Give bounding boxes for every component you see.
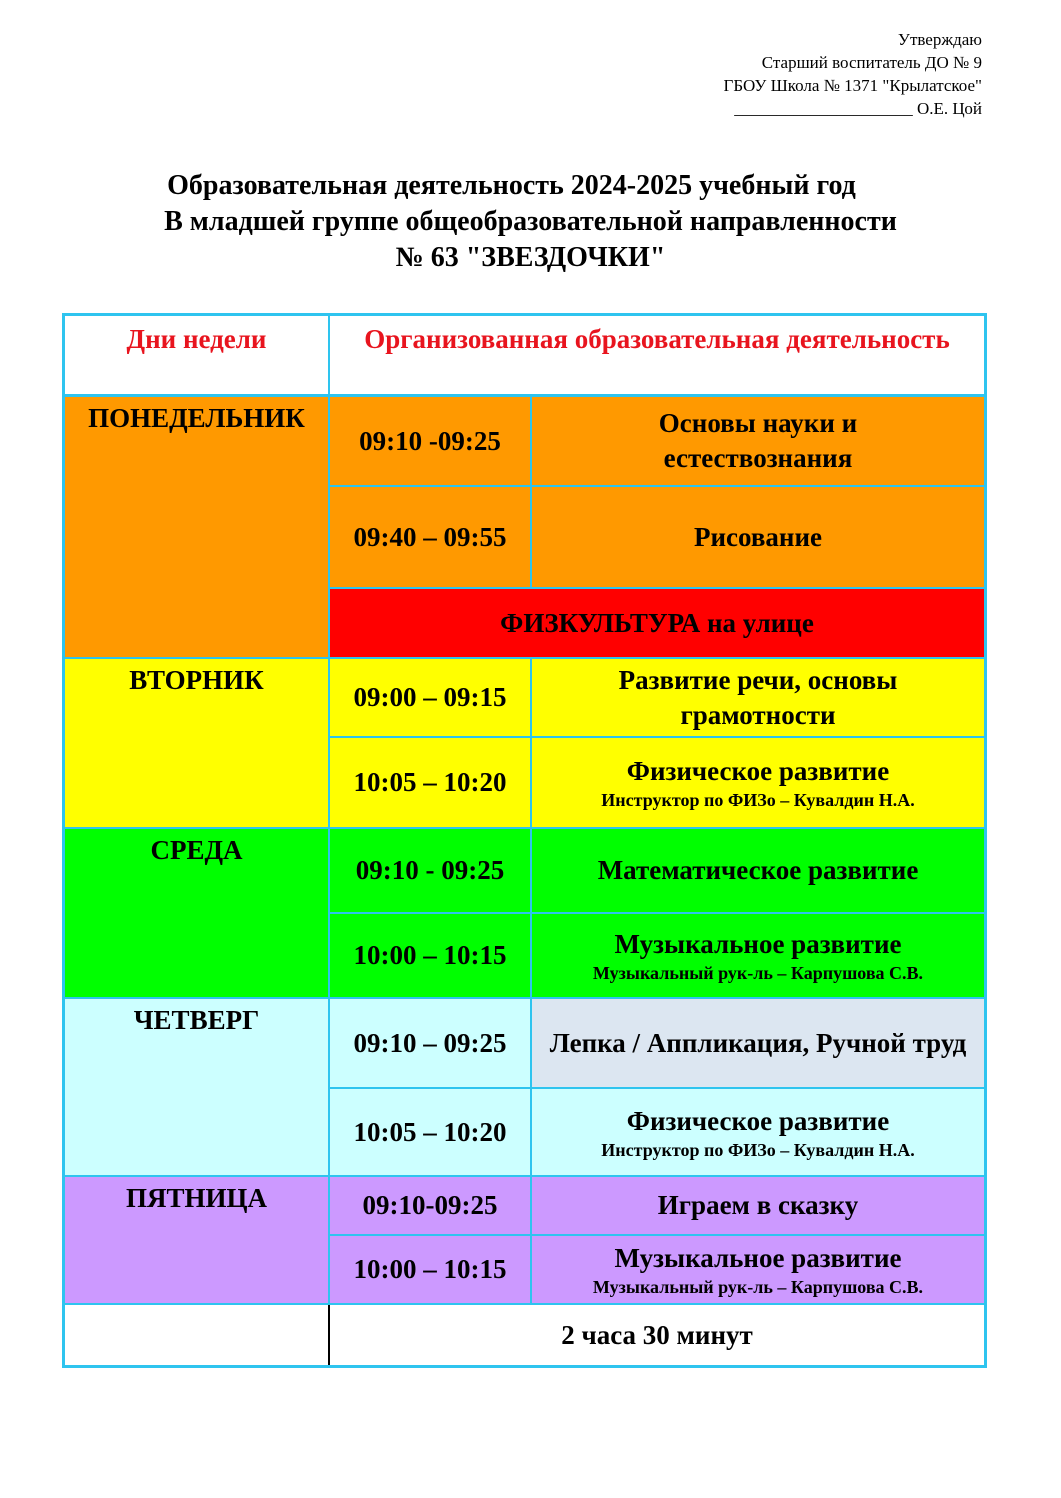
day-name: ЧЕТВЕРГ	[65, 999, 330, 1175]
subject-text: Основы науки и естествознания	[658, 408, 858, 473]
lesson-subject	[532, 1177, 984, 1234]
lesson-time: 09:10 - 09:25	[330, 829, 532, 912]
music-teacher-note: Музыкальный рук-ль – Карпушова С.В.	[592, 1277, 924, 1297]
table-header	[65, 316, 984, 397]
lesson-row	[330, 738, 984, 827]
day-tuesday	[65, 659, 984, 829]
lesson-row	[330, 397, 984, 487]
lesson-row	[330, 487, 984, 589]
lesson-subject	[532, 738, 984, 827]
title-line: № 63 "ЗВЕЗДОЧКИ"	[395, 242, 666, 273]
day-name: ВТОРНИК	[65, 659, 330, 827]
instructor-note: Инструктор по ФИЗо – Кувалдин Н.А.	[601, 1139, 915, 1160]
subject-text: Лепка / Аппликация, Ручной труд	[549, 1027, 967, 1058]
lesson-subject	[532, 1089, 984, 1175]
lesson-row	[330, 1089, 984, 1175]
schedule-table	[62, 313, 987, 1368]
day-name: СРЕДА	[65, 829, 330, 997]
day-thursday	[65, 999, 984, 1177]
instructor-note: Инструктор по ФИЗо – Кувалдин Н.А.	[601, 790, 915, 810]
day-friday	[65, 1177, 984, 1305]
total-duration: 2 часа 30 минут	[561, 1319, 753, 1350]
day-name: ПОНЕДЕЛЬНИК	[65, 397, 330, 657]
subject-text: Развитие речи, основы грамотности	[618, 664, 898, 730]
lesson-time: 10:00 – 10:15	[330, 914, 532, 997]
lesson-subject	[532, 397, 984, 485]
approval-signature-line: _____________________ О.Е. Цой	[734, 99, 982, 118]
day-name: ПЯТНИЦА	[65, 1177, 330, 1303]
subject-text: Музыкальное развитие	[614, 929, 902, 959]
lesson-time: 09:10-09:25	[330, 1177, 532, 1234]
lesson-time: 09:10 – 09:25	[330, 999, 532, 1087]
lesson-row	[330, 659, 984, 738]
lesson-time: 10:05 – 10:20	[330, 738, 532, 827]
approval-line: Старший воспитатель ДО № 9	[761, 53, 982, 72]
subject-text: Рисование	[693, 521, 823, 552]
title-line: В младшей группе общеобразовательной направленности	[164, 206, 897, 237]
page-title	[0, 168, 1061, 276]
lesson-row	[330, 999, 984, 1089]
lesson-subject	[532, 914, 984, 997]
lesson-row	[330, 829, 984, 914]
subject-text: Играем в сказку	[657, 1190, 859, 1220]
total-row	[65, 1305, 984, 1365]
lesson-time: 09:00 – 09:15	[330, 659, 532, 736]
header-activity: Организованная образовательная деятельность	[364, 324, 950, 354]
lesson-subject	[532, 829, 984, 912]
title-line: Образовательная деятельность 2024-2025 учебный год	[167, 170, 856, 201]
lesson-row	[330, 1236, 984, 1303]
lesson-time: 09:40 – 09:55	[330, 487, 532, 587]
outdoor-pe-label: ФИЗКУЛЬТУРА на улице	[500, 607, 814, 638]
music-teacher-note: Музыкальный рук-ль – Карпушова С.В.	[592, 963, 924, 983]
lesson-row	[330, 1177, 984, 1236]
total-empty-cell	[65, 1305, 330, 1365]
approval-block	[724, 28, 982, 120]
lesson-subject	[532, 487, 984, 587]
subject-text: Математическое развитие	[597, 855, 919, 885]
lesson-time: 09:10 -09:25	[330, 397, 532, 485]
lesson-time: 10:05 – 10:20	[330, 1089, 532, 1175]
lesson-row	[330, 914, 984, 997]
subject-text: Физическое развитие	[626, 1105, 890, 1136]
lesson-subject	[532, 659, 984, 736]
lesson-row-outdoor-pe	[330, 589, 984, 657]
lesson-subject	[532, 999, 984, 1087]
day-wednesday	[65, 829, 984, 999]
lesson-subject	[532, 1236, 984, 1303]
header-day: Дни недели	[65, 316, 330, 394]
approval-line: Утверждаю	[897, 30, 982, 49]
lesson-time: 10:00 – 10:15	[330, 1236, 532, 1303]
subject-text: Физическое развитие	[626, 756, 890, 786]
approval-line: ГБОУ Школа № 1371 "Крылатское"	[723, 76, 982, 95]
day-monday	[65, 397, 984, 659]
subject-text: Музыкальное развитие	[614, 1243, 902, 1273]
